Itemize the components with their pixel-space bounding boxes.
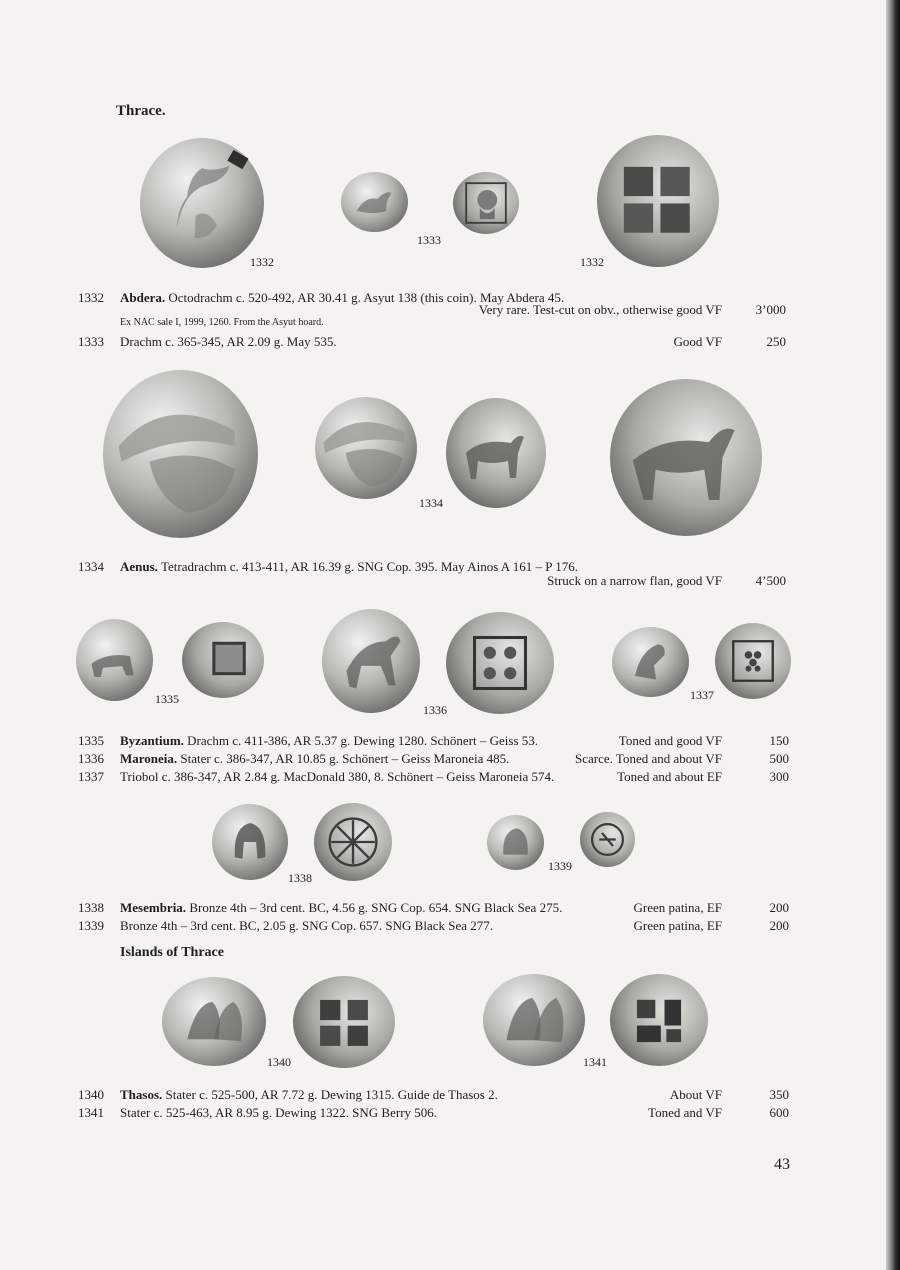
coin-1340-reverse-photo [293,976,395,1068]
lot-1337-price: 300 [769,769,789,784]
lot-1334-mint: Aenus. [120,559,158,574]
lot-number-1341: 1341 [78,1105,104,1120]
lot-1332-price: 3’000 [755,302,786,317]
coin-1334-obverse-enlarged-photo [103,370,258,538]
lot-1337-description: Triobol c. 386-347, AR 2.84 g. MacDonald 380, 8. Schönert – Geiss Maroneia 574. [120,769,555,784]
coin-1340-obverse-photo [162,977,266,1066]
lot-1341-description: Stater c. 525-463, AR 8.95 g. Dewing 1322. SNG Berry 506. [120,1105,438,1120]
lot-1332-mint: Abdera. [120,290,166,305]
section-title-islands-of-thrace: Islands of Thrace [120,945,224,960]
photo-label-1335: 1335 [155,692,179,706]
coin-1334-reverse-enlarged-photo [610,379,762,536]
lot-1338-description-line [120,900,562,916]
photo-label-1333: 1333 [417,233,441,247]
photo-label-1336: 1336 [423,703,447,717]
lot-number-1337: 1337 [78,769,104,784]
coin-1335-reverse-photo [182,622,264,698]
lot-number-1338: 1338 [78,900,104,915]
lot-1334-description: Tetradrachm c. 413-411, AR 16.39 g. SNG Cop. 395. May Ainos A 161 – P 176. [160,559,578,574]
lot-number-1332: 1332 [78,290,104,305]
lot-number-1339: 1339 [78,918,104,933]
lot-1335-price: 150 [769,733,789,748]
lot-1332-provenance: Ex NAC sale I, 1999, 1260. From the Asyut hoard. [120,317,324,328]
coin-1336-obverse-photo [322,609,420,713]
coin-1336-reverse-photo [446,612,554,714]
lot-1338-description: Bronze 4th – 3rd cent. BC, 4.56 g. SNG Cop. 654. SNG Black Sea 275. [189,900,563,915]
lot-1335-mint: Byzantium. [120,733,184,748]
lot-1340-description: Stater c. 525-500, AR 7.72 g. Dewing 1315. Guide de Thasos 2. [165,1087,498,1102]
lot-1340-mint: Thasos. [120,1087,163,1102]
lot-1335-description: Drachm c. 411-386, AR 5.37 g. Dewing 1280. Schönert – Geiss 53. [187,733,539,748]
lot-1333-grade: Good VF [673,334,722,349]
lot-1338-grade: Green patina, EF [633,900,722,915]
lot-1336-description-line [120,751,509,767]
lot-number-1336: 1336 [78,751,104,766]
coin-1333-obverse-photo [341,172,408,232]
lot-number-1335: 1335 [78,733,104,748]
coin-1334-obverse-photo [315,397,417,499]
coin-1338-obverse-photo [212,804,288,880]
lot-1332-grade: Very rare. Test-cut on obv., otherwise good VF [478,302,722,317]
lot-1333-price: 250 [766,334,786,349]
coin-1332-reverse-photo [597,135,719,267]
coin-1333-reverse-photo [453,172,519,234]
lot-1335-grade: Toned and good VF [618,733,722,748]
photo-label-1337: 1337 [690,688,714,702]
coin-1341-obverse-photo [483,974,585,1066]
coin-1337-reverse-photo [715,623,791,699]
lot-1336-mint: Maroneia. [120,751,178,766]
lot-1336-grade: Scarce. Toned and about VF [575,751,722,766]
lot-1339-grade: Green patina, EF [633,918,722,933]
photo-label-1339: 1339 [548,859,572,873]
lot-1340-description-line [120,1087,498,1103]
coin-1339-reverse-photo [580,812,635,867]
lot-1339-price: 200 [769,918,789,933]
lot-1339-description: Bronze 4th – 3rd cent. BC, 2.05 g. SNG Cop. 657. SNG Black Sea 277. [120,918,494,933]
lot-1332-description: Octodrachm c. 520-492, AR 30.41 g. Asyut 138 (this coin). May Abdera 45. [168,290,565,305]
coin-1332-obverse-photo [140,138,264,268]
photo-label-1338: 1338 [288,871,312,885]
photo-label-1332-reverse: 1332 [580,255,604,269]
lot-1334-description-line [120,559,578,575]
lot-1338-mint: Mesembria. [120,900,187,915]
coin-1334-reverse-photo [446,398,546,508]
lot-1336-description: Stater c. 386-347, AR 10.85 g. Schönert – Geiss Maroneia 485. [180,751,510,766]
lot-number-1340: 1340 [78,1087,104,1102]
section-title-thrace: Thrace. [116,103,166,119]
lot-1334-grade: Struck on a narrow flan, good VF [547,573,722,588]
photo-label-1332: 1332 [250,255,274,269]
coin-1339-obverse-photo [487,815,544,870]
lot-1340-grade: About VF [669,1087,722,1102]
coin-1338-reverse-photo [314,803,392,881]
lot-number-1334: 1334 [78,559,104,574]
lot-1340-price: 350 [769,1087,789,1102]
lot-1335-description-line [120,733,538,749]
page-number: 43 [774,1156,790,1173]
photo-label-1340: 1340 [267,1055,291,1069]
lot-1336-price: 500 [769,751,789,766]
photo-label-1334: 1334 [419,496,443,510]
photo-label-1341: 1341 [583,1055,607,1069]
page-edge-shadow [886,0,900,1270]
coin-1335-obverse-photo [76,619,153,701]
lot-1341-grade: Toned and VF [648,1105,722,1120]
lot-1341-price: 600 [769,1105,789,1120]
coin-1337-obverse-photo [612,627,689,697]
lot-1337-grade: Toned and about EF [617,769,722,784]
lot-number-1333: 1333 [78,334,104,349]
coin-1341-reverse-photo [610,974,708,1066]
lot-1334-price: 4’500 [755,573,786,588]
lot-1338-price: 200 [769,900,789,915]
lot-1333-description: Drachm c. 365-345, AR 2.09 g. May 535. [120,334,337,349]
